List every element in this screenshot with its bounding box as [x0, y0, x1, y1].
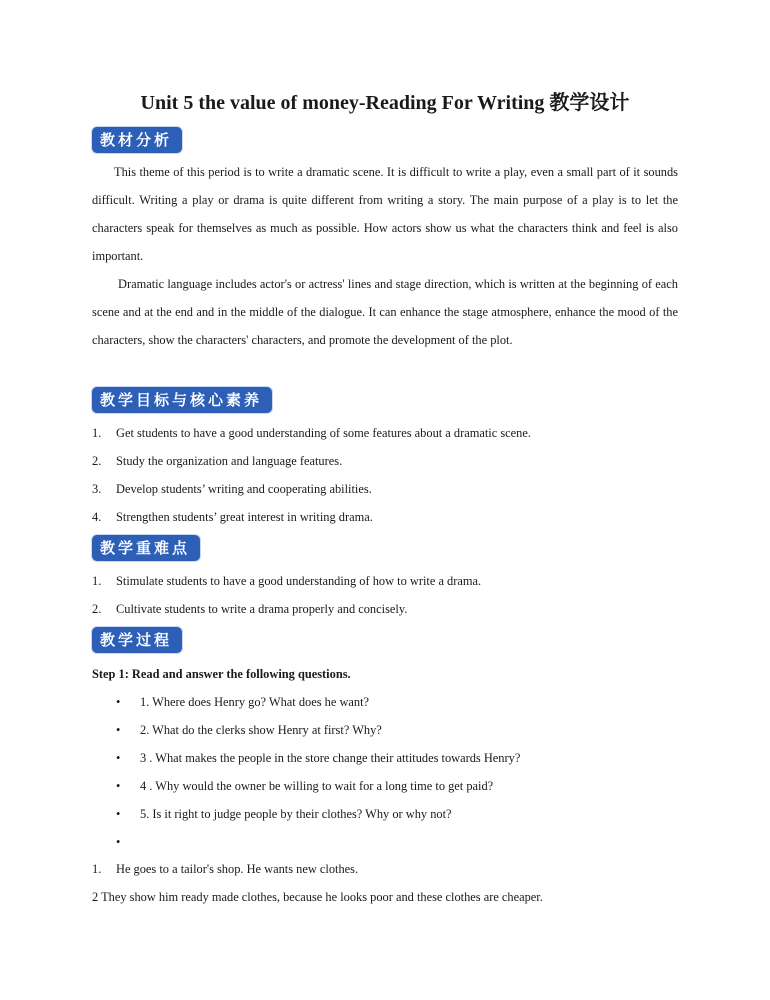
key-point-item: 2. Cultivate students to write a drama properly and concisely. [92, 602, 408, 616]
section-badge-objectives: 教学目标与核心素养 [92, 387, 272, 413]
section-badge-key-points: 教学重难点 [92, 535, 200, 561]
page-title: Unit 5 the value of money-Reading For Writing 教学设计 [140, 92, 630, 114]
answer-item: 1. He goes to a tailor's shop. He wants new clothes. [92, 862, 359, 876]
answer-item: 2 They show him ready made clothes, because he looks poor and these clothes are cheaper. [92, 890, 543, 904]
question-item: • 2. What do the clerks show Henry at first? Why? [116, 723, 382, 737]
step-heading: Step 1: Read and answer the following questions. [92, 667, 351, 681]
section-badge-analysis: 教材分析 [92, 127, 182, 153]
analysis-paragraph-1: This theme of this period is to write a dramatic scene. It is difficult to write a play, even a small part of it sounds difficult. Writing a play or drama is quite different from writing a story. The main purpose of a play is to let the characters speak for themselves as much as possible. How actors show us what the characters think and feel is also important. [92, 165, 678, 263]
objective-item: 3. Develop students’ writing and cooperating abilities. [92, 482, 372, 496]
analysis-paragraph-2: Dramatic language includes actor's or actress' lines and stage direction, which is written at the beginning of each scene and at the end and in the middle of the dialogue. It can enhance the stage atmosphere, enhance the mood of the characters, show the characters' characters, and promote the development of the plot. [92, 277, 678, 347]
objective-item: 4. Strengthen students’ great interest in writing drama. [92, 510, 373, 524]
objective-item: 2. Study the organization and language features. [92, 454, 343, 468]
empty-bullet: • [116, 835, 121, 849]
question-item: • 1. Where does Henry go? What does he want? [116, 695, 370, 709]
objective-item: 1. Get students to have a good understanding of some features about a dramatic scene. [92, 426, 531, 440]
key-point-item: 1. Stimulate students to have a good understanding of how to write a drama. [92, 574, 482, 588]
question-item: • 4 . Why would the owner be willing to wait for a long time to get paid? [116, 779, 494, 793]
question-item: • 3 . What makes the people in the store change their attitudes towards Henry? [116, 751, 521, 765]
question-item: • 5. Is it right to judge people by their clothes? Why or why not? [116, 807, 452, 821]
section-badge-process: 教学过程 [92, 627, 182, 653]
